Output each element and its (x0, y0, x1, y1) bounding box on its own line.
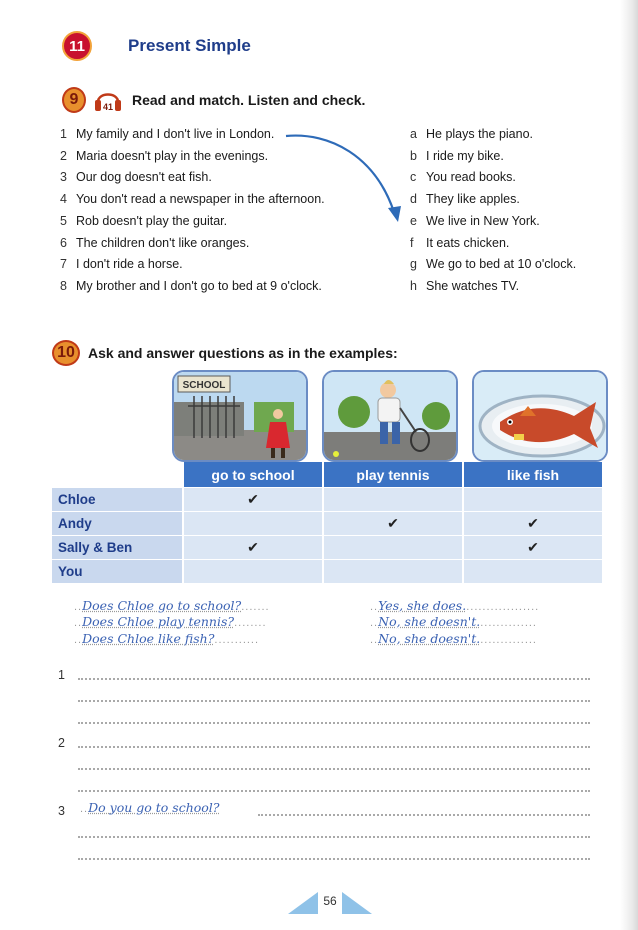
tick-cell (322, 535, 462, 559)
list-item (410, 146, 576, 168)
table-row (52, 559, 608, 583)
column-header: play tennis (322, 462, 462, 487)
row-name: Sally & Ben (52, 535, 182, 559)
unit-title: Present Simple (128, 36, 251, 55)
table-row (52, 511, 608, 535)
item-letter: e (410, 213, 417, 228)
item-text: You don't read a newspaper in the afternoon. (76, 192, 325, 207)
fish-picture (472, 370, 608, 462)
item-text: Maria doesn't play in the evenings. (76, 148, 269, 163)
item-letter: c (410, 170, 417, 185)
tick-cell: ✔ (462, 511, 602, 535)
list-item (410, 167, 576, 189)
example-questions (74, 596, 270, 646)
answer-line-input[interactable] (78, 836, 590, 838)
item-text: They like apples. (426, 192, 520, 207)
answer-line-input[interactable] (78, 768, 590, 770)
example-answer: Yes, she does. (378, 597, 467, 613)
item-number: 6 (60, 235, 67, 250)
list-item (410, 124, 576, 146)
item-letter: h (410, 278, 417, 293)
item-text: She watches TV. (426, 278, 520, 293)
table-row (52, 487, 608, 511)
item-number: 4 (60, 192, 67, 207)
item-letter: b (410, 148, 417, 163)
list-item (60, 276, 325, 298)
example-question: Does Chloe go to school? (82, 597, 242, 613)
example-answer: No, she doesn't. (378, 630, 481, 646)
column-header: like fish (462, 462, 602, 487)
match-right-list (410, 124, 576, 298)
answer-line-input[interactable] (78, 858, 590, 860)
example-question: Does Chloe play tennis? (82, 614, 235, 629)
item-text: The children don't like oranges. (76, 235, 250, 250)
tick-cell[interactable] (462, 559, 602, 583)
item-text: We go to bed at 10 o'clock. (426, 257, 577, 272)
table-header-row (52, 462, 608, 487)
row-name: Chloe (52, 487, 182, 511)
answer-line-input[interactable] (78, 746, 590, 748)
example-question-line: .. Does Chloe play tennis? ........ (74, 614, 267, 629)
item-text: Our dog doesn't eat fish. (76, 170, 212, 185)
exercise-9-instruction: Read and match. Listen and check. (132, 92, 366, 108)
list-item (410, 233, 576, 255)
answer-line-input[interactable] (78, 790, 590, 792)
example-answers (370, 596, 539, 646)
activity-table (52, 462, 608, 583)
prompt-3-question: Do you go to school? (88, 799, 220, 815)
write-number-1: 1 (58, 668, 65, 682)
table-corner (52, 462, 182, 487)
exercise-9-number-badge: 9 (62, 87, 86, 113)
item-number: 5 (60, 213, 67, 228)
tick-cell (182, 511, 322, 535)
column-header: go to school (182, 462, 322, 487)
headphones-audio-icon[interactable] (92, 86, 124, 114)
answer-line-input[interactable] (78, 722, 590, 724)
write-number-2: 2 (58, 736, 65, 750)
item-letter: a (410, 127, 417, 141)
prompt-3-line (80, 798, 220, 815)
item-text: My family and I don't live in London. (76, 127, 275, 141)
example-answer-line: .. Yes, she does. .................. (370, 597, 540, 613)
tick-cell[interactable] (322, 559, 462, 583)
item-letter: f (410, 235, 414, 250)
item-number: 8 (60, 278, 67, 293)
write-number-3: 3 (58, 804, 65, 818)
list-item (60, 233, 325, 255)
row-name: You (52, 559, 182, 583)
page-number: 56 (323, 894, 337, 908)
activity-pictures (172, 370, 610, 462)
right-triangle-decoration (342, 892, 372, 914)
tennis-picture (322, 370, 458, 462)
school-picture (172, 370, 308, 462)
audio-track-number: 41 (102, 102, 114, 112)
prompt-3-row: .. Do you go to school? (80, 799, 220, 815)
item-text: Rob doesn't play the guitar. (76, 213, 228, 228)
item-number: 3 (60, 170, 67, 185)
exercise-10-header (52, 340, 398, 366)
example-answer-line: .. No, she doesn't. .............. (370, 630, 537, 646)
example-match-arrow (280, 126, 410, 226)
item-text: You read books. (426, 170, 516, 185)
unit-header (62, 30, 251, 62)
item-text: He plays the piano. (426, 127, 534, 141)
exercise-10-number-badge: 10 (52, 340, 80, 366)
tick-cell: ✔ (182, 535, 322, 559)
tick-cell (462, 487, 602, 511)
answer-line-input[interactable] (78, 678, 590, 680)
row-name: Andy (52, 511, 182, 535)
item-text: My brother and I don't go to bed at 9 o'clock. (76, 278, 322, 293)
item-text: It eats chicken. (426, 235, 510, 250)
item-letter: g (410, 257, 417, 272)
example-answer: No, she doesn't. (378, 614, 481, 629)
tick-cell[interactable] (182, 559, 322, 583)
exercise-9-header (62, 86, 365, 114)
exercise-10-instruction: Ask and answer questions as in the examples: (88, 345, 398, 361)
example-question: Does Chloe like fish? (82, 630, 215, 646)
item-number: 1 (60, 127, 67, 141)
item-text: We live in New York. (426, 213, 540, 228)
tick-cell (322, 487, 462, 511)
list-item (60, 254, 325, 276)
left-triangle-decoration (288, 892, 318, 914)
list-item (410, 211, 576, 233)
item-letter: d (410, 192, 417, 207)
school-sign-text: SCHOOL (182, 380, 226, 391)
item-number: 2 (60, 148, 67, 163)
example-question-line: .. Does Chloe go to school? ....... (74, 597, 270, 613)
item-text: I don't ride a horse. (76, 257, 183, 272)
answer-line-input[interactable] (78, 700, 590, 702)
item-number: 7 (60, 257, 67, 272)
example-question-line: .. Does Chloe like fish? ........... (74, 630, 260, 646)
list-item (410, 276, 576, 298)
tick-cell: ✔ (322, 511, 462, 535)
list-item (410, 189, 576, 211)
page-number-footer (288, 888, 372, 916)
list-item (410, 254, 576, 276)
tick-cell: ✔ (462, 535, 602, 559)
table-row (52, 535, 608, 559)
answer-line-input[interactable] (258, 814, 590, 816)
unit-number-badge: 11 (62, 31, 92, 61)
item-text: I ride my bike. (426, 148, 504, 163)
tick-cell: ✔ (182, 487, 322, 511)
example-answer-line: .. No, she doesn't. .............. (370, 614, 537, 629)
page-edge-shadow (620, 0, 638, 930)
